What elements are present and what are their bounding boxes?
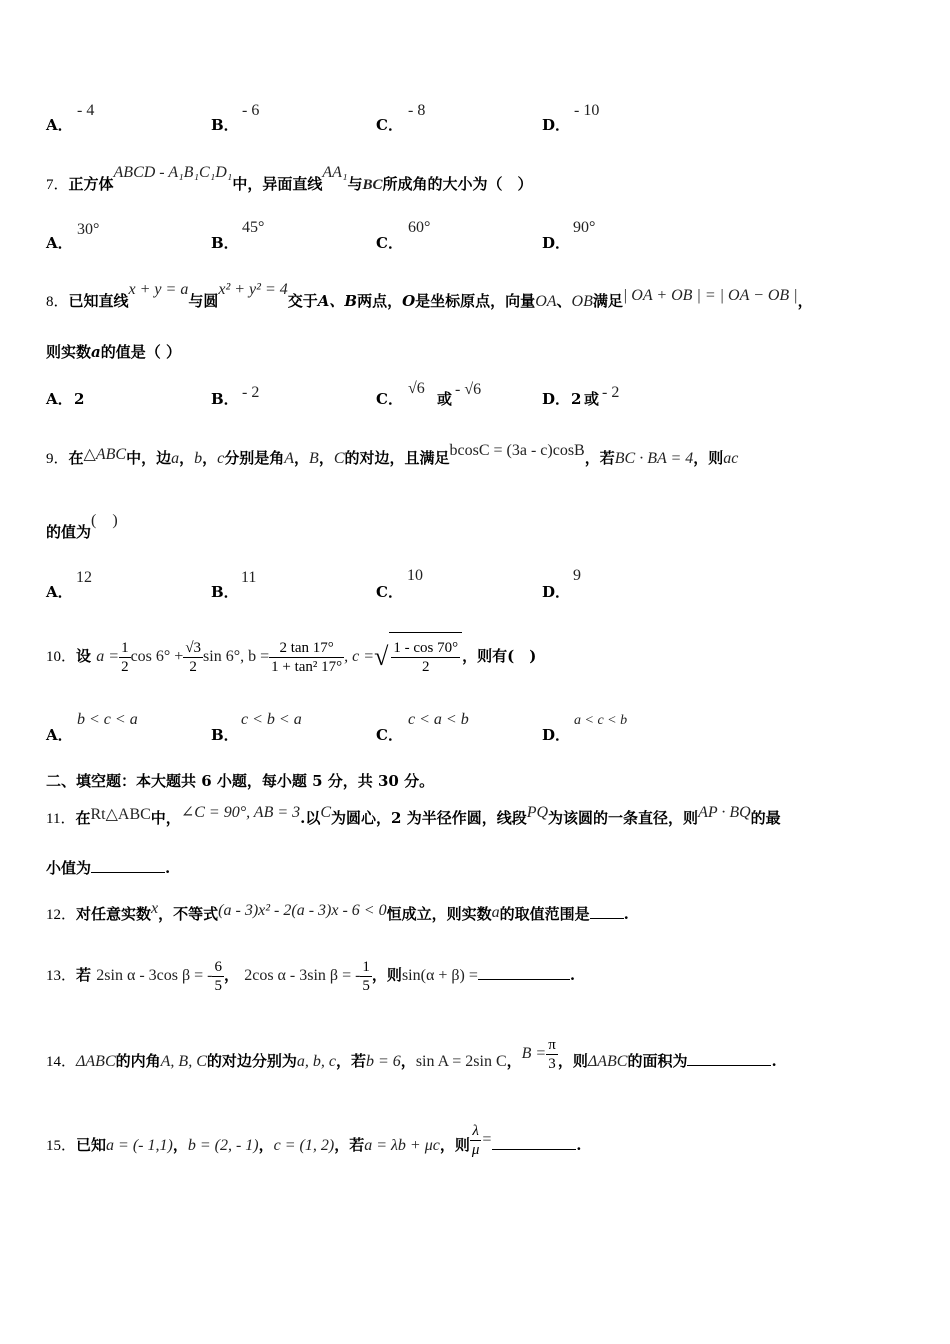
q9-text: 中，边 bbox=[126, 449, 172, 467]
q10-option-d-value: a < c < b bbox=[574, 713, 628, 728]
q7-number: 7． bbox=[46, 177, 69, 193]
q7-text: 与 bbox=[347, 175, 363, 193]
q8-number: 8． bbox=[46, 294, 69, 310]
q12-text: 对任意实数 bbox=[76, 905, 152, 923]
q10-math-cos: cos 6° + bbox=[130, 648, 184, 665]
q8-math-ab: A、B bbox=[317, 292, 358, 310]
q8-math-ob: OB bbox=[571, 293, 593, 310]
q8-text: 则实数 bbox=[46, 343, 92, 361]
q9-math-b: b bbox=[194, 450, 203, 467]
q7-math-bc: BC bbox=[362, 177, 383, 193]
question-12 bbox=[46, 900, 629, 925]
q14-math-sides: a, b, c bbox=[296, 1053, 336, 1070]
q9-math-dot: BC · BA = 4 bbox=[614, 450, 694, 467]
q13-frac-1 bbox=[212, 958, 224, 995]
q7-option-b-label: B． bbox=[211, 234, 239, 252]
q8-text: 是坐标原点，向量 bbox=[415, 292, 536, 310]
q9-number: 9． bbox=[46, 451, 69, 467]
q15-text: ，则 bbox=[439, 1136, 470, 1154]
q10-frac-4-bottom: 2 bbox=[421, 658, 430, 675]
q8-text: 两点， bbox=[357, 292, 403, 310]
q9-sep: ， bbox=[318, 449, 334, 467]
q11-text: 小值为 bbox=[46, 859, 92, 877]
q15-text: . bbox=[576, 1136, 582, 1154]
section-2-heading: 二、填空题：本大题共 6 小题，每小题 5 分，共 30 分。 bbox=[46, 772, 435, 790]
q8-option-d-value-2: - 2 bbox=[602, 384, 620, 401]
q13-text: ，则 bbox=[371, 966, 402, 984]
q14-math-angles: A, B, C bbox=[160, 1053, 207, 1070]
q8-math-line: x + y = a bbox=[128, 281, 189, 298]
q14-math-b: b = 6 bbox=[366, 1053, 401, 1070]
q10-frac-4 bbox=[391, 639, 460, 676]
q10-frac-3 bbox=[269, 639, 344, 676]
q9-paren: ( ) bbox=[91, 512, 118, 529]
q9-option-b-label: B． bbox=[211, 583, 239, 601]
q12-answer-blank[interactable] bbox=[590, 904, 624, 919]
q13-math-1: 2sin α - 3cos β = - bbox=[96, 967, 213, 984]
q15-text: 已知 bbox=[76, 1136, 107, 1154]
q8-option-a-value: 2 bbox=[74, 390, 85, 408]
q10-option-d-label: D． bbox=[542, 726, 571, 744]
q9-text: 的对边，且满足 bbox=[344, 449, 450, 467]
q14-text: 的面积为 bbox=[627, 1052, 688, 1070]
q9-math-angle-b: B bbox=[309, 450, 319, 467]
q7-option-d-value: 90° bbox=[573, 219, 596, 236]
q14-frac-bottom: 3 bbox=[548, 1055, 556, 1072]
q8-option-d-or: 或 bbox=[584, 390, 600, 408]
q15-math-c: c = (1, 2) bbox=[273, 1137, 335, 1154]
q14-text: . bbox=[771, 1052, 777, 1070]
q6-option-c-label: C． bbox=[376, 116, 403, 134]
question-9 bbox=[46, 442, 739, 469]
q11-answer-blank[interactable] bbox=[91, 858, 165, 873]
q9-option-b-value: 11 bbox=[241, 569, 257, 586]
question-9-line-2 bbox=[46, 512, 118, 543]
q13-frac-2-bottom: 5 bbox=[362, 977, 370, 994]
q15-number: 15． bbox=[46, 1138, 77, 1154]
q15-text: ，若 bbox=[334, 1136, 365, 1154]
q10-frac-1-top: 1 bbox=[121, 639, 129, 656]
q12-number: 12． bbox=[46, 907, 77, 923]
q7-option-a-value: 30° bbox=[77, 221, 100, 238]
q12-text: 恒成立，则实数 bbox=[386, 905, 492, 923]
q11-math-c: C bbox=[320, 804, 332, 821]
q8-math-circle: x² + y² = 4 bbox=[218, 281, 288, 298]
q7-option-d-label: D． bbox=[542, 234, 571, 252]
q9-math-angle-c: C bbox=[333, 450, 345, 467]
q10-option-c-value: c < a < b bbox=[408, 711, 469, 728]
q13-math-3: sin(α + β) = bbox=[401, 967, 478, 984]
q11-text: . bbox=[165, 859, 171, 877]
q8-option-b-value: - 2 bbox=[242, 384, 260, 401]
q9-math-a: a bbox=[171, 450, 180, 467]
q12-math-x: x bbox=[151, 900, 159, 917]
q8-text: ， bbox=[797, 292, 813, 310]
q9-text: 分别是角 bbox=[224, 449, 285, 467]
question-7 bbox=[46, 164, 533, 195]
q8-math-a: a bbox=[91, 343, 101, 361]
q8-text: 已知直线 bbox=[68, 292, 129, 310]
q10-frac-1 bbox=[119, 639, 131, 676]
q7-option-c-label: C． bbox=[376, 234, 403, 252]
q7-math-aa1: AA₁ bbox=[322, 164, 348, 181]
q13-answer-blank[interactable] bbox=[478, 965, 570, 980]
q9-option-d-label: D． bbox=[542, 583, 571, 601]
q7-text: 所成角的大小为（ ） bbox=[382, 175, 533, 193]
q9-math-c: c bbox=[217, 450, 225, 467]
q12-text: ，不等式 bbox=[158, 905, 219, 923]
q9-option-a-value: 12 bbox=[76, 569, 92, 586]
q11-math-pq: PQ bbox=[526, 804, 549, 821]
question-8-line-2 bbox=[46, 342, 181, 362]
q8-option-a-label: A． bbox=[46, 390, 73, 408]
q15-frac-top: λ bbox=[470, 1122, 482, 1141]
q9-option-c-value: 10 bbox=[407, 567, 423, 584]
q8-option-c-value: √6 bbox=[408, 380, 425, 397]
q10-frac-2 bbox=[183, 639, 203, 676]
q9-sep: ， bbox=[202, 449, 218, 467]
q11-math-dot: AP · BQ bbox=[698, 804, 751, 821]
q9-option-d-value: 9 bbox=[573, 567, 581, 584]
q14-frac bbox=[546, 1036, 558, 1073]
q9-sep: ， bbox=[294, 449, 310, 467]
q7-text: 中，异面直线 bbox=[232, 175, 323, 193]
q7-option-a-label: A． bbox=[46, 234, 73, 252]
q15-text: ， bbox=[172, 1136, 188, 1154]
q14-text: 的内角 bbox=[115, 1052, 161, 1070]
q9-option-c-label: C． bbox=[376, 583, 403, 601]
q9-text: ，则 bbox=[693, 449, 724, 467]
q10-frac-2-top: √3 bbox=[185, 639, 202, 656]
q15-answer-blank[interactable] bbox=[492, 1135, 576, 1150]
q13-math-2: 2cos α - 3sin β = - bbox=[244, 967, 361, 984]
q11-text: 的最 bbox=[750, 809, 781, 827]
q15-math-equals: = bbox=[481, 1131, 493, 1148]
q11-text: 在 bbox=[75, 809, 91, 827]
question-14 bbox=[46, 1038, 777, 1085]
question-11-line-2 bbox=[46, 858, 170, 878]
q10-math-a: a = bbox=[96, 648, 120, 665]
q9-math-triangle: △ABC bbox=[83, 446, 127, 463]
question-15 bbox=[46, 1122, 581, 1169]
q13-frac-1-top: 6 bbox=[214, 958, 222, 975]
q14-text: ， bbox=[506, 1052, 522, 1070]
q10-option-b-value: c < b < a bbox=[241, 711, 302, 728]
q8-text: 交于 bbox=[287, 292, 318, 310]
q10-text: 设 bbox=[76, 647, 92, 665]
q10-frac-3-bottom: 1 + tan² 17° bbox=[271, 658, 343, 675]
q12-text: 的取值范围是 bbox=[499, 905, 590, 923]
q10-math-sin: sin 6°, b = bbox=[203, 648, 270, 665]
q15-text: ， bbox=[258, 1136, 274, 1154]
q13-number: 13． bbox=[46, 968, 77, 984]
q9-sep: ， bbox=[179, 449, 195, 467]
q6-option-b-label: B． bbox=[211, 116, 239, 134]
q10-option-c-label: C． bbox=[376, 726, 403, 744]
q13-text: ， bbox=[223, 966, 239, 984]
q9-option-a-label: A． bbox=[46, 583, 73, 601]
q9-text: ，若 bbox=[584, 449, 615, 467]
question-10: 10．设 a = $\frac{1}{2}$ cos 6° + $\frac{√3}{2}$ sin 6°, b = $\frac{2 \tan 17^\circ}{\text{1 + tan² 17°}}$ , c =√ $\frac{1 - \cos 70^\circ}{2}$ ，则有( ) bbox=[46, 632, 536, 680]
q11-math-triangle: Rt△ABC bbox=[90, 806, 151, 823]
q10-math-c: , c = bbox=[344, 648, 375, 665]
q13-frac-1-bottom: 5 bbox=[214, 977, 222, 994]
q8-option-c-label: C． bbox=[376, 390, 403, 408]
q14-number: 14． bbox=[46, 1054, 77, 1070]
q6-option-d-value: - 10 bbox=[574, 102, 600, 119]
q9-text: 在 bbox=[68, 449, 84, 467]
question-11 bbox=[46, 804, 781, 829]
q11-text: .以 bbox=[300, 809, 321, 827]
q6-option-d-label: D． bbox=[542, 116, 571, 134]
q9-math-angle-a: A bbox=[284, 450, 295, 467]
q8-option-c-or: 或 bbox=[437, 390, 453, 408]
q8-math-oa: OA bbox=[535, 293, 557, 310]
q9-text: 的值为 bbox=[46, 523, 92, 541]
q8-text: 满足 bbox=[592, 292, 623, 310]
q8-text: 、 bbox=[556, 292, 572, 310]
q14-frac-top: π bbox=[548, 1036, 556, 1053]
q10-frac-3-top: 2 tan 17° bbox=[269, 639, 344, 658]
q14-text: ，若 bbox=[335, 1052, 366, 1070]
q12-text: . bbox=[623, 905, 629, 923]
q13-text: . bbox=[569, 966, 576, 984]
q12-math-inequality: (a - 3)x² - 2(a - 3)x - 6 < 0 bbox=[218, 902, 387, 919]
q15-math-decomposition: a = λb + μc bbox=[364, 1137, 440, 1154]
q6-option-b-value: - 6 bbox=[242, 102, 260, 119]
q6-option-a-label: A． bbox=[46, 116, 73, 134]
q7-math-cube: ABCD - A₁B₁C₁D₁ bbox=[113, 164, 233, 181]
q6-option-c-value: - 8 bbox=[408, 102, 426, 119]
q8-text: 的值是（ ） bbox=[100, 343, 181, 361]
q10-sqrt bbox=[389, 632, 462, 679]
q11-text: 中， bbox=[150, 809, 181, 827]
q14-answer-blank[interactable] bbox=[687, 1051, 771, 1066]
q15-frac bbox=[470, 1122, 482, 1159]
question-13 bbox=[46, 952, 575, 999]
q13-frac-2 bbox=[360, 958, 372, 995]
q8-text: 与圆 bbox=[188, 292, 219, 310]
q13-frac-2-top: 1 bbox=[362, 958, 370, 975]
q8-option-d-value: 2 bbox=[571, 390, 582, 408]
q10-text: ，则有( ) bbox=[462, 647, 537, 665]
q7-text: 正方体 bbox=[68, 175, 114, 193]
q7-option-c-value: 60° bbox=[408, 219, 431, 236]
q8-option-b-label: B． bbox=[211, 390, 239, 408]
q8-math-condition: | OA + OB | = | OA − OB | bbox=[622, 287, 798, 304]
q8-math-o: O bbox=[402, 292, 416, 310]
q9-math-condition: bcosC = (3a - c)cosB bbox=[449, 442, 585, 459]
q10-frac-2-bottom: 2 bbox=[189, 658, 197, 675]
q9-math-ac: ac bbox=[723, 450, 739, 467]
q8-option-d-label: D． bbox=[542, 390, 571, 408]
q11-text: 为该圆的一条直径，则 bbox=[548, 809, 699, 827]
q14-text: ， bbox=[400, 1052, 416, 1070]
q10-frac-4-top: 1 - cos 70° bbox=[393, 639, 459, 656]
q15-math-a: a = (- 1,1) bbox=[106, 1137, 173, 1154]
q14-text: ，则 bbox=[557, 1052, 588, 1070]
q10-option-a-label: A． bbox=[46, 726, 73, 744]
q11-math-condition: ∠C = 90°, AB = 3 bbox=[180, 804, 301, 821]
q7-option-b-value: 45° bbox=[242, 219, 265, 236]
q14-math-triangle: ΔABC bbox=[76, 1053, 116, 1070]
q8-option-c-value-2: - √6 bbox=[455, 381, 482, 398]
q14-text: 的对边分别为 bbox=[206, 1052, 297, 1070]
q10-frac-1-bottom: 2 bbox=[121, 658, 129, 675]
q11-text: 为圆心，2 为半径作圆，线段 bbox=[331, 809, 527, 827]
q15-frac-bottom: μ bbox=[471, 1141, 480, 1158]
q10-number: 10． bbox=[46, 649, 77, 665]
q6-option-a-value: - 4 bbox=[77, 102, 95, 119]
q14-math-angle-b: B = bbox=[521, 1045, 547, 1062]
q14-math-triangle-2: ΔABC bbox=[587, 1053, 628, 1070]
q14-math-sin: sin A = 2sin C bbox=[415, 1053, 507, 1070]
question-8 bbox=[46, 281, 813, 312]
q13-text: 若 bbox=[76, 966, 92, 984]
q15-math-b: b = (2, - 1) bbox=[187, 1137, 259, 1154]
q11-number: 11． bbox=[46, 811, 76, 827]
q10-option-b-label: B． bbox=[211, 726, 239, 744]
q12-math-a: a bbox=[491, 904, 500, 921]
q10-option-a-value: b < c < a bbox=[77, 711, 138, 728]
